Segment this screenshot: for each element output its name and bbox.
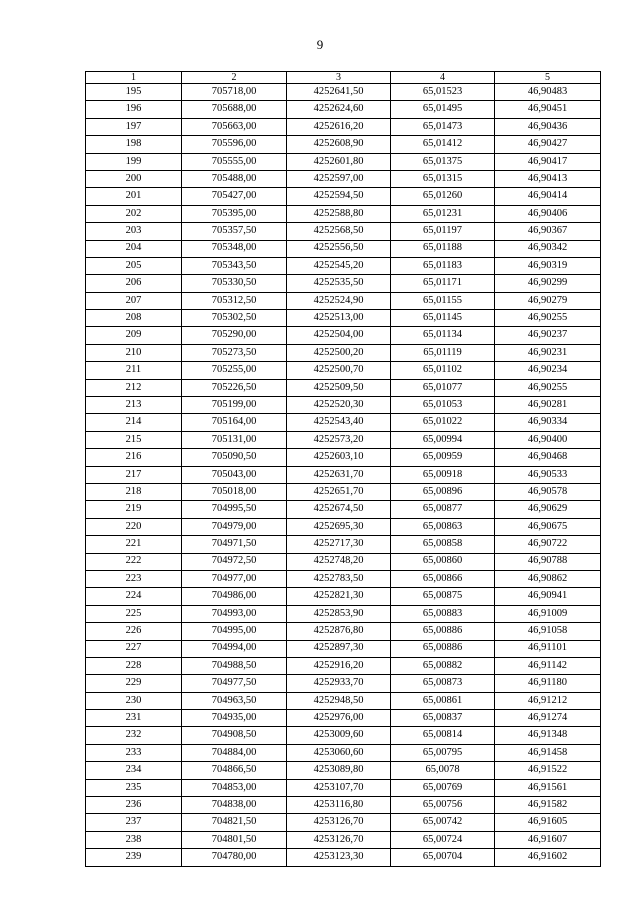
- table-row: [86, 205, 601, 222]
- table-row: [86, 153, 601, 170]
- table-cell-col-3: 4252524,90: [287, 292, 391, 309]
- table-row: [86, 710, 601, 727]
- table-cell-col-4: 65,01053: [391, 397, 495, 414]
- table-row: [86, 762, 601, 779]
- table-cell-col-1: 209: [86, 327, 182, 344]
- table-cell-col-3: 4252597,00: [287, 170, 391, 187]
- table-cell-col-4: 65,01412: [391, 136, 495, 153]
- table-cell-col-1: 223: [86, 570, 182, 587]
- table-cell-col-1: 231: [86, 710, 182, 727]
- table-cell-col-1: 215: [86, 431, 182, 448]
- table-cell-col-1: 230: [86, 692, 182, 709]
- table-cell-col-3: 4252717,30: [287, 536, 391, 553]
- table-cell-col-4: 65,01231: [391, 205, 495, 222]
- table-cell-col-2: 704972,50: [182, 553, 287, 570]
- table-cell-col-1: 226: [86, 623, 182, 640]
- table-cell-col-2: 705555,00: [182, 153, 287, 170]
- table-cell-col-4: 65,00886: [391, 640, 495, 657]
- column-header-4: 4: [391, 72, 495, 84]
- table-cell-col-3: 4253089,80: [287, 762, 391, 779]
- table-cell-col-5: 46,90788: [495, 553, 601, 570]
- table-cell-col-1: 227: [86, 640, 182, 657]
- table-cell-col-3: 4252897,30: [287, 640, 391, 657]
- table-cell-col-1: 236: [86, 797, 182, 814]
- table-cell-col-3: 4252976,00: [287, 710, 391, 727]
- table-cell-col-4: 65,01119: [391, 344, 495, 361]
- table-row: [86, 344, 601, 361]
- table-cell-col-5: 46,91212: [495, 692, 601, 709]
- table-cell-col-4: 65,00724: [391, 831, 495, 848]
- page-number: 9: [316, 37, 324, 52]
- table-cell-col-1: 199: [86, 153, 182, 170]
- table-cell-col-4: 65,01102: [391, 362, 495, 379]
- table-row: [86, 692, 601, 709]
- table-cell-col-5: 46,90281: [495, 397, 601, 414]
- table-cell-col-4: 65,00918: [391, 466, 495, 483]
- table-body: [86, 84, 601, 867]
- table-cell-col-5: 46,90234: [495, 362, 601, 379]
- table-row: [86, 240, 601, 257]
- table-cell-col-2: 705043,00: [182, 466, 287, 483]
- table-cell-col-2: 704995,50: [182, 501, 287, 518]
- table-cell-col-2: 704908,50: [182, 727, 287, 744]
- table-cell-col-5: 46,91458: [495, 744, 601, 761]
- table-cell-col-4: 65,00896: [391, 483, 495, 500]
- table-cell-col-5: 46,90334: [495, 414, 601, 431]
- table-cell-col-2: 705663,00: [182, 118, 287, 135]
- table-row: [86, 779, 601, 796]
- table-row: [86, 414, 601, 431]
- table-cell-col-4: 65,01145: [391, 310, 495, 327]
- table-cell-col-5: 46,90231: [495, 344, 601, 361]
- table-cell-col-2: 704979,00: [182, 518, 287, 535]
- table-cell-col-4: 65,00866: [391, 570, 495, 587]
- table-cell-col-1: 232: [86, 727, 182, 744]
- table-cell-col-3: 4252821,30: [287, 588, 391, 605]
- table-row: [86, 605, 601, 622]
- table-cell-col-1: 238: [86, 831, 182, 848]
- table-row: [86, 257, 601, 274]
- table-cell-col-4: 65,01495: [391, 101, 495, 118]
- table-cell-col-1: 214: [86, 414, 182, 431]
- table-cell-col-4: 65,01315: [391, 170, 495, 187]
- table-cell-col-3: 4252674,50: [287, 501, 391, 518]
- table-cell-col-2: 704780,00: [182, 849, 287, 866]
- table-row: [86, 849, 601, 866]
- table-cell-col-3: 4252556,50: [287, 240, 391, 257]
- table-cell-col-2: 704971,50: [182, 536, 287, 553]
- table-cell-col-1: 211: [86, 362, 182, 379]
- table-cell-col-2: 704838,00: [182, 797, 287, 814]
- column-header-3: 3: [287, 72, 391, 84]
- table-row: [86, 449, 601, 466]
- table-row: [86, 223, 601, 240]
- table-cell-col-4: 65,00875: [391, 588, 495, 605]
- table-cell-col-5: 46,90427: [495, 136, 601, 153]
- table-cell-col-4: 65,00860: [391, 553, 495, 570]
- table-cell-col-4: 65,01077: [391, 379, 495, 396]
- table-row: [86, 431, 601, 448]
- table-cell-col-2: 704935,00: [182, 710, 287, 727]
- table-cell-col-3: 4252513,00: [287, 310, 391, 327]
- table-cell-col-1: 221: [86, 536, 182, 553]
- table-cell-col-5: 46,91142: [495, 657, 601, 674]
- table-cell-col-1: 196: [86, 101, 182, 118]
- table-cell-col-3: 4252573,20: [287, 431, 391, 448]
- table-cell-col-2: 704995,00: [182, 623, 287, 640]
- table-cell-col-1: 228: [86, 657, 182, 674]
- table-cell-col-4: 65,00769: [391, 779, 495, 796]
- column-header-2: 2: [182, 72, 287, 84]
- table-cell-col-2: 704801,50: [182, 831, 287, 848]
- table-cell-col-1: 203: [86, 223, 182, 240]
- table-cell-col-3: 4252603,10: [287, 449, 391, 466]
- table-row: [86, 553, 601, 570]
- table-cell-col-4: 65,00873: [391, 675, 495, 692]
- table-cell-col-3: 4253009,60: [287, 727, 391, 744]
- table-row: [86, 292, 601, 309]
- table-cell-col-4: 65,00863: [391, 518, 495, 535]
- column-header-5: 5: [495, 72, 601, 84]
- table-cell-col-2: 705226,50: [182, 379, 287, 396]
- table-cell-col-3: 4252695,30: [287, 518, 391, 535]
- table-cell-col-2: 704988,50: [182, 657, 287, 674]
- table-cell-col-3: 4252545,20: [287, 257, 391, 274]
- table-cell-col-1: 237: [86, 814, 182, 831]
- table-cell-col-4: 65,00814: [391, 727, 495, 744]
- table-cell-col-1: 220: [86, 518, 182, 535]
- column-header-1: 1: [86, 72, 182, 84]
- table-row: [86, 188, 601, 205]
- table-cell-col-5: 46,91561: [495, 779, 601, 796]
- table-cell-col-5: 46,90629: [495, 501, 601, 518]
- table-cell-col-2: 705164,00: [182, 414, 287, 431]
- table-cell-col-2: 704963,50: [182, 692, 287, 709]
- table-cell-col-4: 65,00886: [391, 623, 495, 640]
- table-row: [86, 397, 601, 414]
- table-cell-col-5: 46,90468: [495, 449, 601, 466]
- table-cell-col-4: 65,01022: [391, 414, 495, 431]
- table-cell-col-4: 65,01523: [391, 84, 495, 101]
- table-cell-col-2: 705718,00: [182, 84, 287, 101]
- table-cell-col-3: 4252504,00: [287, 327, 391, 344]
- table-cell-col-3: 4253060,60: [287, 744, 391, 761]
- table-cell-col-3: 4252520,30: [287, 397, 391, 414]
- table-cell-col-3: 4252608,90: [287, 136, 391, 153]
- table-cell-col-3: 4252500,70: [287, 362, 391, 379]
- table-cell-col-2: 704986,00: [182, 588, 287, 605]
- table-cell-col-1: 233: [86, 744, 182, 761]
- table-cell-col-2: 704853,00: [182, 779, 287, 796]
- table-cell-col-4: 65,00858: [391, 536, 495, 553]
- table-cell-col-2: 705330,50: [182, 275, 287, 292]
- table-cell-col-1: 234: [86, 762, 182, 779]
- table-row: [86, 362, 601, 379]
- table-cell-col-4: 65,01188: [391, 240, 495, 257]
- table-cell-col-3: 4253126,70: [287, 814, 391, 831]
- table-cell-col-5: 46,90299: [495, 275, 601, 292]
- table-cell-col-5: 46,90319: [495, 257, 601, 274]
- table-row: [86, 170, 601, 187]
- table-cell-col-1: 235: [86, 779, 182, 796]
- table-cell-col-1: 229: [86, 675, 182, 692]
- table-cell-col-4: 65,00742: [391, 814, 495, 831]
- table-row: [86, 640, 601, 657]
- table-cell-col-5: 46,91605: [495, 814, 601, 831]
- table-cell-col-3: 4252631,70: [287, 466, 391, 483]
- table-cell-col-3: 4252933,70: [287, 675, 391, 692]
- table-cell-col-2: 705255,00: [182, 362, 287, 379]
- table-row: [86, 675, 601, 692]
- table-row: [86, 275, 601, 292]
- table-cell-col-4: 65,00883: [391, 605, 495, 622]
- coordinates-table: [85, 71, 601, 867]
- table-cell-col-1: 201: [86, 188, 182, 205]
- table-cell-col-4: 65,01183: [391, 257, 495, 274]
- table-cell-col-2: 705343,50: [182, 257, 287, 274]
- table-cell-col-2: 705357,50: [182, 223, 287, 240]
- table-cell-col-2: 705596,00: [182, 136, 287, 153]
- table-cell-col-4: 65,01260: [391, 188, 495, 205]
- table-cell-col-1: 222: [86, 553, 182, 570]
- table-row: [86, 483, 601, 500]
- table-row: [86, 118, 601, 135]
- table-row: [86, 84, 601, 101]
- table-cell-col-1: 205: [86, 257, 182, 274]
- table-cell-col-2: 704977,00: [182, 570, 287, 587]
- table-cell-col-3: 4252500,20: [287, 344, 391, 361]
- table-cell-col-5: 46,90414: [495, 188, 601, 205]
- table-cell-col-4: 65,01171: [391, 275, 495, 292]
- table-cell-col-5: 46,91522: [495, 762, 601, 779]
- table-cell-col-1: 216: [86, 449, 182, 466]
- table-cell-col-3: 4252748,20: [287, 553, 391, 570]
- table-cell-col-5: 46,90722: [495, 536, 601, 553]
- table-cell-col-1: 224: [86, 588, 182, 605]
- table-cell-col-5: 46,91101: [495, 640, 601, 657]
- table-cell-col-4: 65,0078: [391, 762, 495, 779]
- table-cell-col-2: 704884,00: [182, 744, 287, 761]
- table-row: [86, 101, 601, 118]
- table-cell-col-2: 704821,50: [182, 814, 287, 831]
- table-cell-col-1: 208: [86, 310, 182, 327]
- table-cell-col-4: 65,00756: [391, 797, 495, 814]
- table-row: [86, 379, 601, 396]
- table-cell-col-4: 65,01197: [391, 223, 495, 240]
- table-cell-col-1: 213: [86, 397, 182, 414]
- table-cell-col-3: 4253107,70: [287, 779, 391, 796]
- table-cell-col-4: 65,00795: [391, 744, 495, 761]
- table-cell-col-5: 46,90367: [495, 223, 601, 240]
- table-cell-col-1: 204: [86, 240, 182, 257]
- table-cell-col-5: 46,91602: [495, 849, 601, 866]
- table-cell-col-3: 4252509,50: [287, 379, 391, 396]
- table-cell-col-3: 4252616,20: [287, 118, 391, 135]
- table-cell-col-3: 4252641,50: [287, 84, 391, 101]
- table-cell-col-3: 4252876,80: [287, 623, 391, 640]
- table-cell-col-5: 46,91009: [495, 605, 601, 622]
- table-cell-col-2: 704994,00: [182, 640, 287, 657]
- table-cell-col-3: 4253123,30: [287, 849, 391, 866]
- table-cell-col-3: 4252601,80: [287, 153, 391, 170]
- table-cell-col-3: 4252624,60: [287, 101, 391, 118]
- table-cell-col-5: 46,90417: [495, 153, 601, 170]
- table-cell-col-1: 206: [86, 275, 182, 292]
- table-cell-col-2: 705273,50: [182, 344, 287, 361]
- table-cell-col-5: 46,91274: [495, 710, 601, 727]
- table-cell-col-5: 46,91058: [495, 623, 601, 640]
- table-cell-col-3: 4252651,70: [287, 483, 391, 500]
- table-cell-col-5: 46,90237: [495, 327, 601, 344]
- table-cell-col-2: 705018,00: [182, 483, 287, 500]
- table-cell-col-5: 46,90436: [495, 118, 601, 135]
- table-cell-col-5: 46,90342: [495, 240, 601, 257]
- table-cell-col-3: 4252948,50: [287, 692, 391, 709]
- table-cell-col-5: 46,90578: [495, 483, 601, 500]
- table-row: [86, 136, 601, 153]
- table-cell-col-3: 4252588,80: [287, 205, 391, 222]
- table-cell-col-2: 705290,00: [182, 327, 287, 344]
- table-cell-col-1: 197: [86, 118, 182, 135]
- table-cell-col-4: 65,01155: [391, 292, 495, 309]
- table-row: [86, 797, 601, 814]
- table-cell-col-2: 705427,00: [182, 188, 287, 205]
- table-cell-col-1: 195: [86, 84, 182, 101]
- table-row: [86, 536, 601, 553]
- table-cell-col-1: 217: [86, 466, 182, 483]
- table-row: [86, 588, 601, 605]
- table-cell-col-3: 4252783,50: [287, 570, 391, 587]
- table-cell-col-2: 705131,00: [182, 431, 287, 448]
- table-cell-col-5: 46,90862: [495, 570, 601, 587]
- table-cell-col-4: 65,00877: [391, 501, 495, 518]
- table-cell-col-4: 65,00959: [391, 449, 495, 466]
- table-cell-col-1: 212: [86, 379, 182, 396]
- table-cell-col-5: 46,90413: [495, 170, 601, 187]
- table-cell-col-2: 705688,00: [182, 101, 287, 118]
- table-cell-col-1: 239: [86, 849, 182, 866]
- table-cell-col-2: 705348,00: [182, 240, 287, 257]
- table-cell-col-4: 65,00861: [391, 692, 495, 709]
- table-row: [86, 310, 601, 327]
- table-cell-col-2: 705312,50: [182, 292, 287, 309]
- table-cell-col-3: 4252568,50: [287, 223, 391, 240]
- table-cell-col-4: 65,01473: [391, 118, 495, 135]
- table-row: [86, 623, 601, 640]
- table-cell-col-5: 46,91607: [495, 831, 601, 848]
- table-cell-col-1: 207: [86, 292, 182, 309]
- table-cell-col-1: 198: [86, 136, 182, 153]
- table-cell-col-4: 65,01134: [391, 327, 495, 344]
- table-row: [86, 831, 601, 848]
- table-cell-col-2: 704993,00: [182, 605, 287, 622]
- table-cell-col-3: 4252543,40: [287, 414, 391, 431]
- table-cell-col-1: 225: [86, 605, 182, 622]
- table-row: [86, 570, 601, 587]
- table-cell-col-4: 65,00994: [391, 431, 495, 448]
- table-cell-col-5: 46,90451: [495, 101, 601, 118]
- header-row: [86, 72, 601, 84]
- table-cell-col-5: 46,90255: [495, 310, 601, 327]
- table-cell-col-5: 46,91582: [495, 797, 601, 814]
- table-cell-col-5: 46,90406: [495, 205, 601, 222]
- table-cell-col-3: 4253116,80: [287, 797, 391, 814]
- table-row: [86, 814, 601, 831]
- table-cell-col-5: 46,90941: [495, 588, 601, 605]
- table-cell-col-2: 705302,50: [182, 310, 287, 327]
- table-cell-col-5: 46,90400: [495, 431, 601, 448]
- table-cell-col-3: 4252594,50: [287, 188, 391, 205]
- table-cell-col-5: 46,91180: [495, 675, 601, 692]
- table-row: [86, 327, 601, 344]
- table-cell-col-5: 46,90255: [495, 379, 601, 396]
- table-row: [86, 501, 601, 518]
- table-cell-col-1: 202: [86, 205, 182, 222]
- table-cell-col-3: 4252916,20: [287, 657, 391, 674]
- table-cell-col-1: 219: [86, 501, 182, 518]
- table-cell-col-1: 218: [86, 483, 182, 500]
- table-cell-col-5: 46,90675: [495, 518, 601, 535]
- table-cell-col-2: 705090,50: [182, 449, 287, 466]
- table-cell-col-5: 46,91348: [495, 727, 601, 744]
- table-cell-col-3: 4253126,70: [287, 831, 391, 848]
- table-cell-col-2: 704977,50: [182, 675, 287, 692]
- table-row: [86, 518, 601, 535]
- table-cell-col-2: 705395,00: [182, 205, 287, 222]
- table-cell-col-5: 46,90279: [495, 292, 601, 309]
- table-cell-col-4: 65,00704: [391, 849, 495, 866]
- table-cell-col-3: 4252535,50: [287, 275, 391, 292]
- table-cell-col-4: 65,01375: [391, 153, 495, 170]
- table-cell-col-5: 46,90533: [495, 466, 601, 483]
- table-cell-col-1: 200: [86, 170, 182, 187]
- table-cell-col-2: 705199,00: [182, 397, 287, 414]
- table-row: [86, 744, 601, 761]
- table-row: [86, 657, 601, 674]
- table-cell-col-1: 210: [86, 344, 182, 361]
- table-row: [86, 727, 601, 744]
- table-cell-col-4: 65,00882: [391, 657, 495, 674]
- table-row: [86, 466, 601, 483]
- table-cell-col-5: 46,90483: [495, 84, 601, 101]
- table-cell-col-2: 704866,50: [182, 762, 287, 779]
- table-cell-col-3: 4252853,90: [287, 605, 391, 622]
- table-cell-col-2: 705488,00: [182, 170, 287, 187]
- table-cell-col-4: 65,00837: [391, 710, 495, 727]
